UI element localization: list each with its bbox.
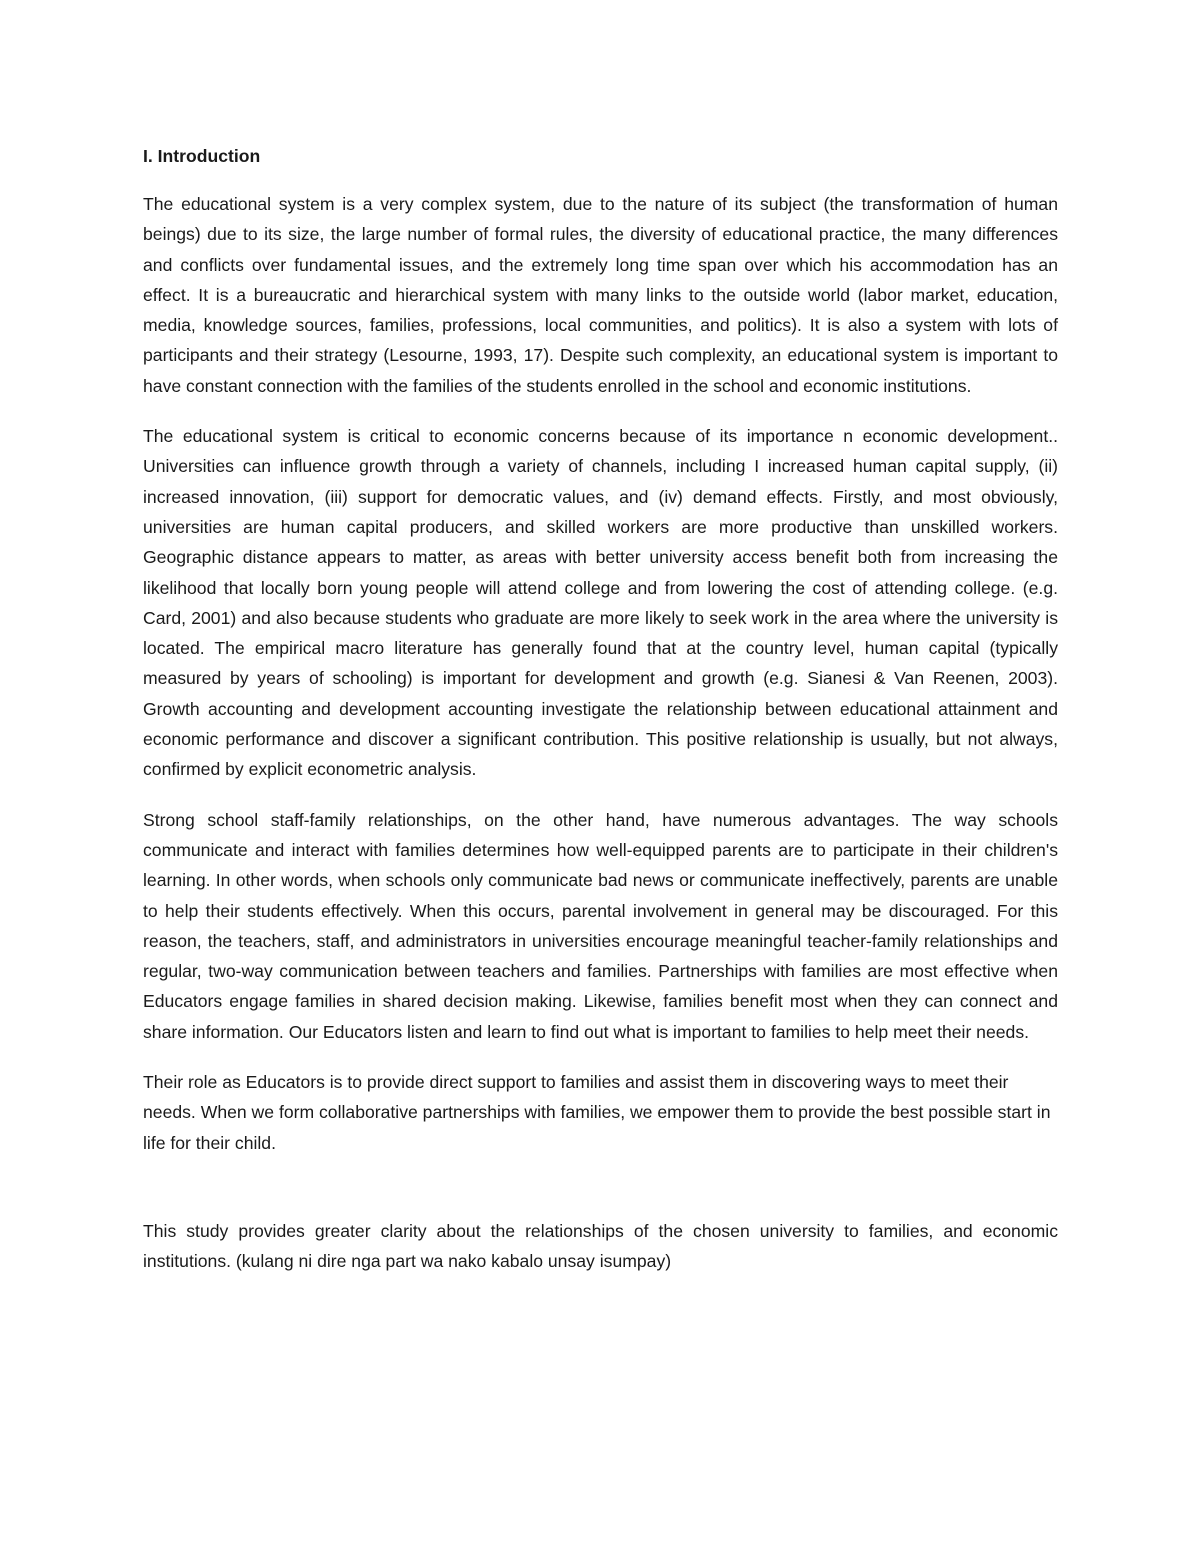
paragraph-study-purpose: This study provides greater clarity about the relationships of the chosen university to families, and economic institutions. (kulang ni dire nga part wa nako kabalo unsay isumpay): [143, 1220, 1058, 1272]
paragraph-educators-role: Their role as Educators is to provide direct support to families and assist them in discovering ways to meet their needs. When we form collaborative partnerships with families, we empower them to provide the best possible start in life for their child.: [143, 1072, 1051, 1153]
paragraph-educational-system-complexity: The educational system is a very complex system, due to the nature of its subject (the transformation of human beings) due to its size, the large number of formal rules, the diversity of educational practice, the many differences and conflicts over fundamental issues, and the extremely long time span over which his accommodation has an effect. It is a bureaucratic and hierarchical system with many links to the outside world (labor market, education, media, knowledge sources, families, professions, local communities, and politics). It is also a system with lots of participants and their strategy (Lesourne, 1993, 17). Despite such complexity, an educational system is important to have constant connection with the families of the students enrolled in the school and economic institutions.: [143, 194, 1058, 396]
document-body: [143, 142, 1058, 1297]
section-heading: I. Introduction: [143, 146, 261, 166]
paragraph-school-family-relationships: Strong school staff-family relationships, on the other hand, have numerous advantages. The way schools communicate and interact with families determines how well-equipped parents are to participate in their children's learning. In other words, when schools only communicate bad news or communicate ineffectively, parents are unable to help their students effectively. When this occurs, parental involvement in general may be discouraged. For this reason, the teachers, staff, and administrators in universities encourage meaningful teacher-family relationships and regular, two-way communication between teachers and families. Partnerships with families are most effective when Educators engage families in shared decision making. Likewise, families benefit most when they can connect and share information. Our Educators listen and learn to find out what is important to families to help meet their needs.: [143, 809, 1058, 1042]
paragraph-economic-concerns: The educational system is critical to economic concerns because of its importance n economic development.. Universities can influence growth through a variety of channels, including I increased human capital supply, (ii) increased innovation, (iii) support for democratic values, and (iv) demand effects. Firstly, and most obviously, universities are human capital producers, and skilled workers are more productive than unskilled workers. Geographic distance appears to matter, as areas with better university access benefit both from increasing the likelihood that locally born young people will attend college and from lowering the cost of attending college. (e.g. Card, 2001) and also because students who graduate are more likely to seek work in the area where the university is located. The empirical macro literature has generally found that at the country level, human capital (typically measured by years of schooling) is important for development and growth (e.g. Sianesi & Van Reenen, 2003). Growth accounting and development accounting investigate the relationship between educational attainment and economic performance and discover a significant contribution. This positive relationship is usually, but not always, confirmed by explicit econometric analysis.: [143, 426, 1058, 780]
